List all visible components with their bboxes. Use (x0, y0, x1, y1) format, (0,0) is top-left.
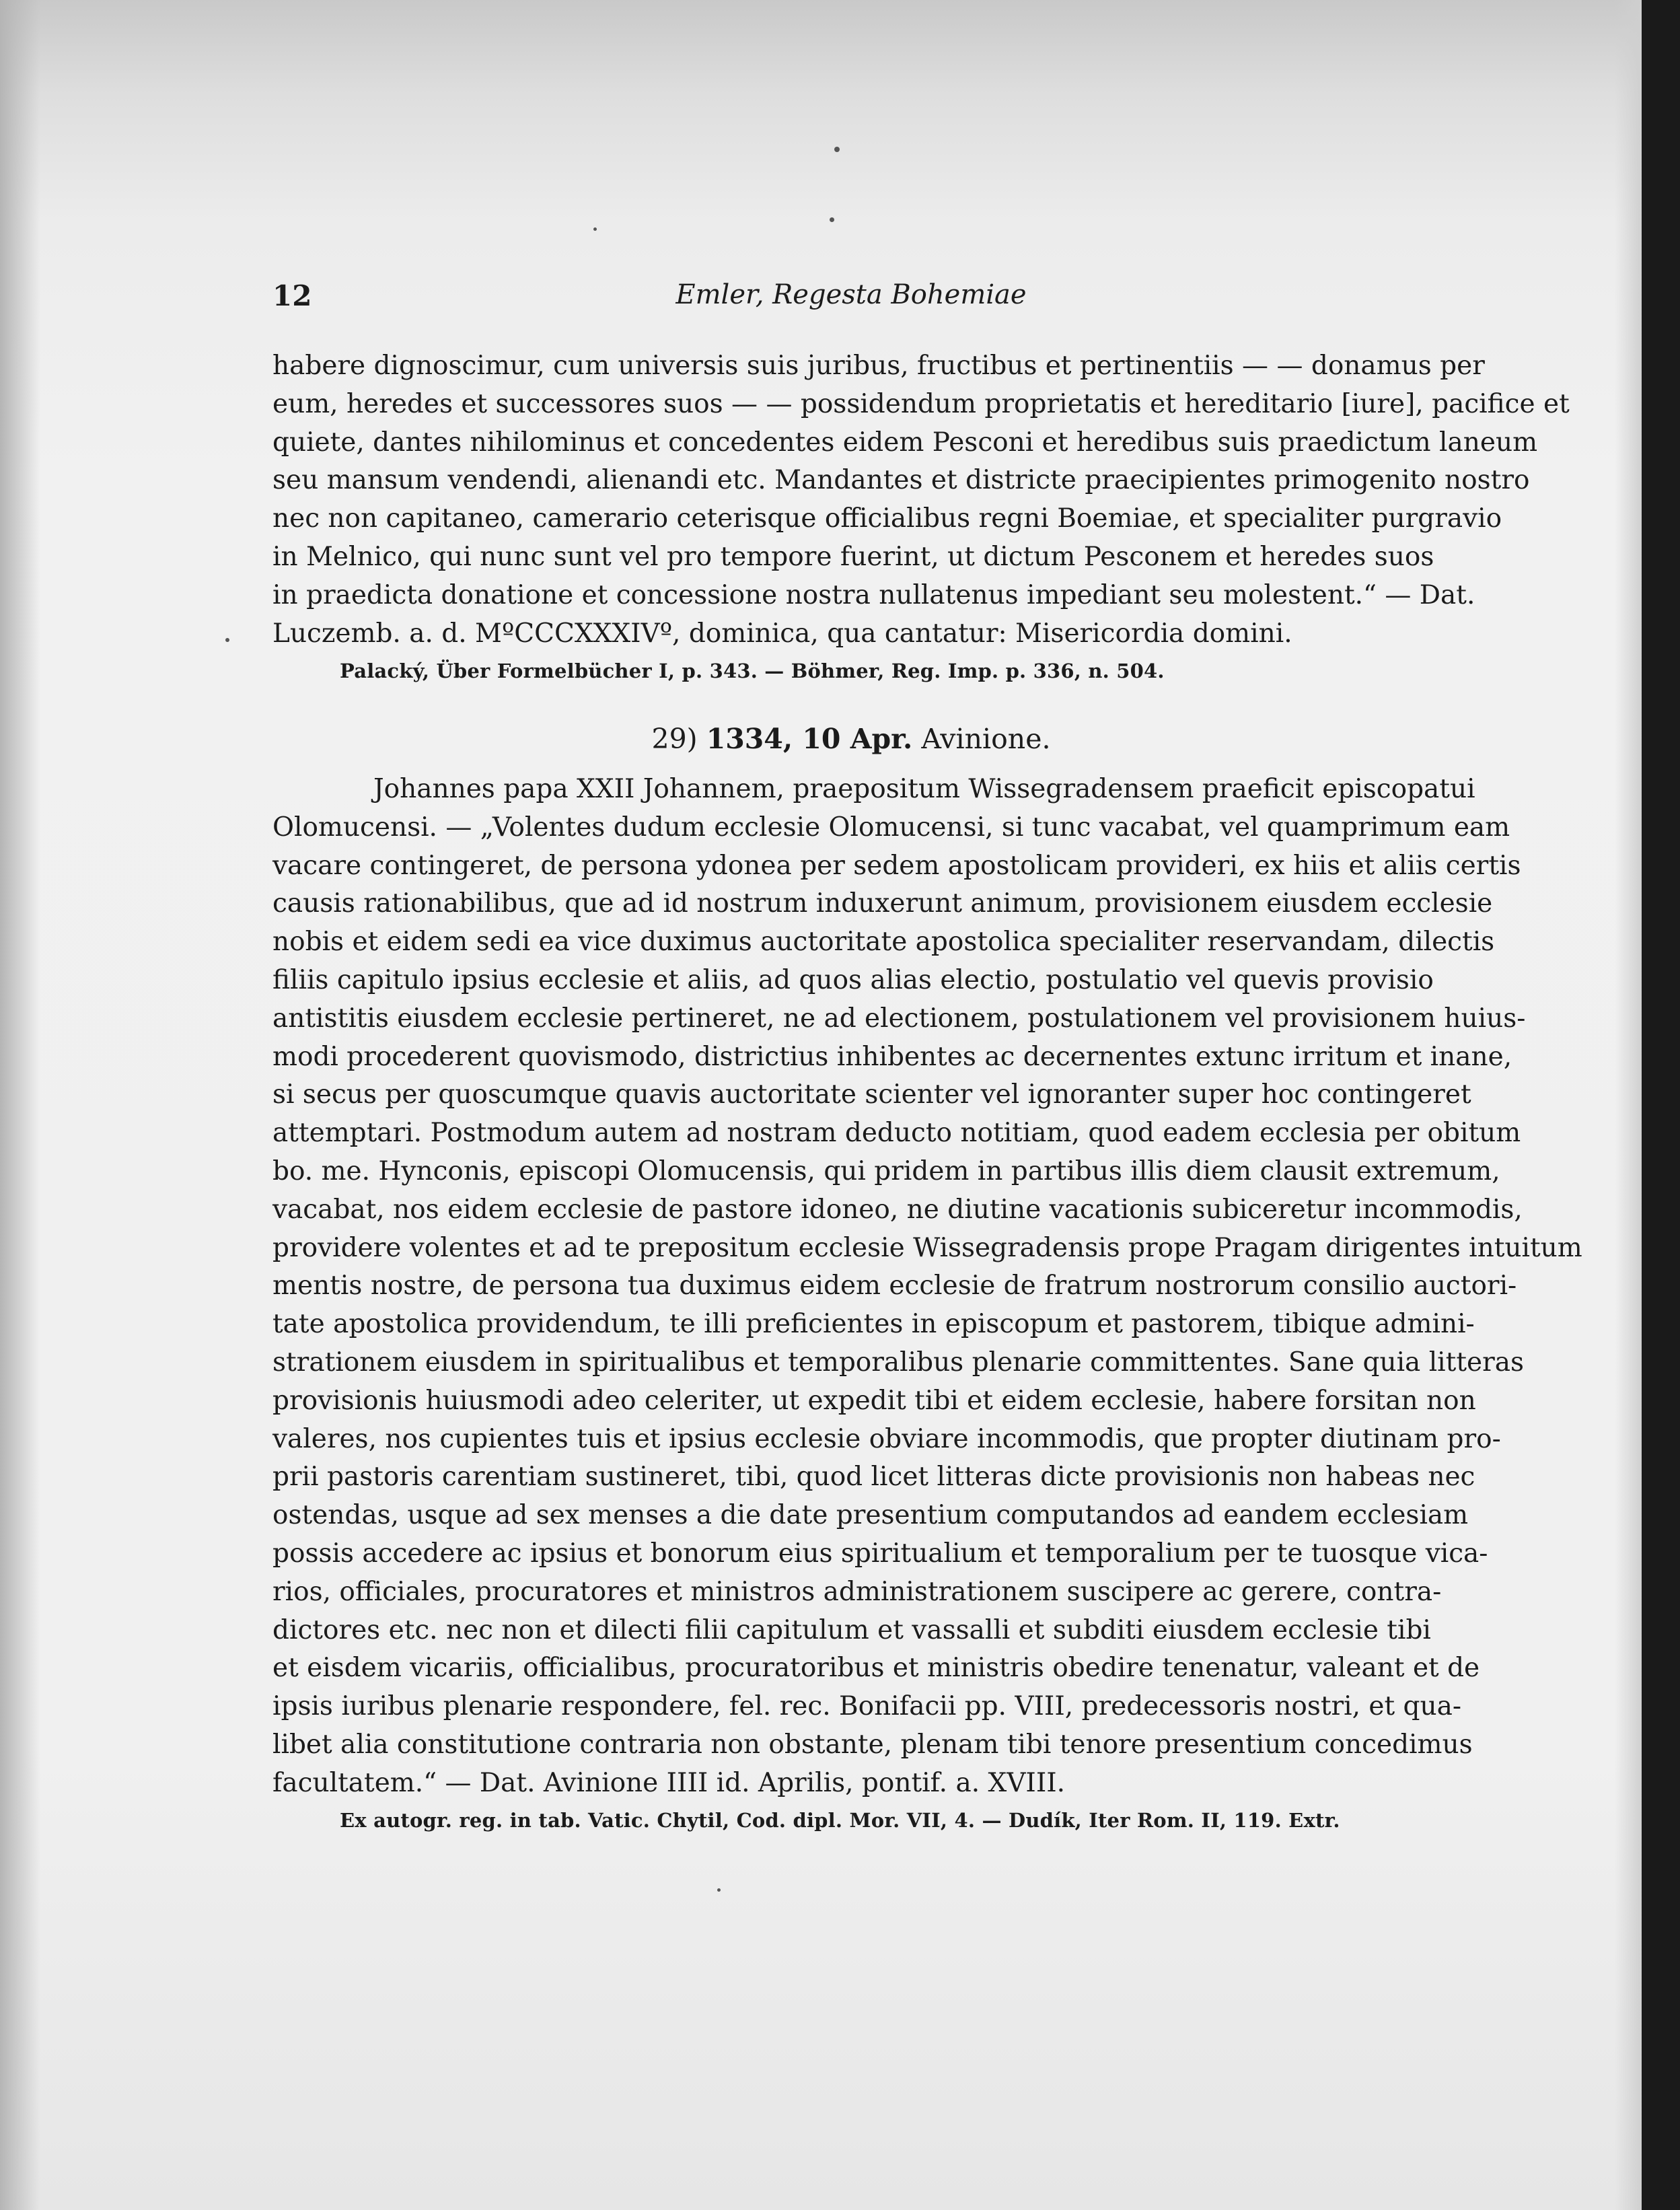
text-line: ostendas, usque ad sex menses a die date presentium computandos ad eandem ecclesiam (272, 1500, 1469, 1531)
text-line: Luczemb. a. d. MºCCCXXXIVº, dominica, qua cantatur: Misericordia domini. (272, 618, 1292, 649)
text-line: ipsis iuribus plenarie respondere, fel. rec. Bonifacii pp. VIII, predecessoris nostri, et qua- (272, 1691, 1462, 1722)
text-line: possis accedere ac ipsius et bonorum eius spiritualium et temporalium per te tuosque vica- (272, 1538, 1488, 1569)
text-line: seu mansum vendendi, alienandi etc. Mandantes et districte praecipientes primogenito nostro (272, 465, 1530, 496)
speck (225, 638, 229, 642)
page-shadow-right (1615, 0, 1642, 2210)
source-citation: Palacký, Über Formelbücher I, p. 343. — Böhmer, Reg. Imp. p. 336, n. 504. (340, 660, 1165, 682)
speck (593, 227, 597, 231)
entry-date: 1334, 10 Apr. (706, 723, 913, 755)
source-citation: Ex autogr. reg. in tab. Vatic. Chytil, Cod. dipl. Mor. VII, 4. — Dudík, Iter Rom. II, 119. Extr. (340, 1809, 1340, 1832)
speck (717, 1888, 721, 1892)
text-line: eum, heredes et successores suos — — possidendum proprietatis et hereditario [iure], pacifice et (272, 388, 1570, 419)
entry-text (272, 771, 1582, 1803)
text-line: providere volentes et ad te prepositum ecclesie Wissegradensis prope Pragam dirigentes intuitum (272, 1232, 1582, 1263)
text-line: tate apostolica providendum, te illi preficientes in episcopum et pastorem, tibique admini- (272, 1309, 1475, 1340)
page-shadow-left (0, 0, 40, 2210)
text-line: Olomucensi. — „Volentes dudum ecclesie Olomucensi, si tunc vacabat, vel quamprimum eam (272, 812, 1510, 843)
text-line: quiete, dantes nihilominus et concedentes eidem Pesconi et heredibus suis praedictum laneum (272, 427, 1538, 458)
previous-entry-text (272, 347, 1570, 653)
text-line: nec non capitaneo, camerario ceterisque officialibus regni Boemiae, et specialiter purgravio (272, 503, 1502, 534)
text-line: Johannes papa XXII Johannem, praepositum Wissegradensem praeficit episcopatui (373, 774, 1475, 804)
text-line: provisionis huiusmodi adeo celeriter, ut expedit tibi et eidem ecclesie, habere forsitan non (272, 1385, 1476, 1416)
text-line: antistitis eiusdem ecclesie pertineret, ne ad electionem, postulationem vel provisionem huius- (272, 1003, 1526, 1034)
entry-heading (272, 723, 1430, 755)
text-line: causis rationabilibus, que ad id nostrum induxerunt animum, provisionem eiusdem ecclesie (272, 888, 1493, 919)
speck (830, 217, 834, 222)
text-line: strationem eiusdem in spiritualibus et temporalibus plenarie committentes. Sane quia litteras (272, 1347, 1524, 1378)
text-line: bo. me. Hynconis, episcopi Olomucensis, qui pridem in partibus illis diem clausit extremum, (272, 1155, 1500, 1186)
text-line: valeres, nos cupientes tuis et ipsius ecclesie obviare incommodis, que propter diutinam pro- (272, 1423, 1501, 1454)
page-number: 12 (272, 279, 312, 312)
entry-number: 29) (651, 723, 698, 755)
text-line: facultatem.“ — Dat. Avinione IIII id. Aprilis, pontif. a. XVIII. (272, 1767, 1066, 1798)
text-line: rios, officiales, procuratores et ministros administrationem suscipere ac gerere, contra- (272, 1576, 1442, 1607)
page-header (272, 279, 1430, 320)
text-line: vacabat, nos eidem ecclesie de pastore idoneo, ne diutine vacationis subiceretur incommodis, (272, 1194, 1523, 1225)
text-line: dictores etc. nec non et dilecti filii capitulum et vassalli et subditi eiusdem ecclesie tibi (272, 1614, 1431, 1645)
text-line: prii pastoris carentiam sustineret, tibi, quod licet litteras dicte provisionis non habeas nec (272, 1462, 1475, 1493)
text-line: vacare contingeret, de persona ydonea per sedem apostolicam provideri, ex hiis et aliis certis (272, 850, 1521, 881)
running-title: Emler, Regesta Bohemiae (675, 279, 1027, 310)
text-line: attemptari. Postmodum autem ad nostram deducto notitiam, quod eadem ecclesia per obitum (272, 1118, 1521, 1149)
entry-place: Avinione. (921, 723, 1051, 755)
text-line: modi procederent quovismodo, districtius inhibentes ac decernentes extunc irritum et inane, (272, 1041, 1512, 1072)
text-line: libet alia constitutione contraria non obstante, plenam tibi tenore presentium concedimus (272, 1729, 1473, 1760)
text-line: filiis capitulo ipsius ecclesie et aliis, ad quos alias electio, postulatio vel quevis provisio (272, 964, 1434, 995)
text-line: et eisdem vicariis, officialibus, procuratoribus et ministris obedire tenenatur, valeant et de (272, 1653, 1480, 1684)
text-line: si secus per quoscumque quavis auctoritate scienter vel ignoranter super hoc contingeret (272, 1079, 1471, 1110)
text-line: in Melnico, qui nunc sunt vel pro tempore fuerint, ut dictum Pesconem et heredes suos (272, 541, 1434, 572)
speck (834, 147, 840, 152)
text-line: habere dignoscimur, cum universis suis juribus, fructibus et pertinentiis — — donamus per (272, 351, 1485, 381)
text-line: in praedicta donatione et concessione nostra nullatenus impediant seu molestent.“ — Dat. (272, 579, 1475, 610)
text-line: nobis et eidem sedi ea vice duximus auctoritate apostolica specialiter reservandam, dilectis (272, 927, 1495, 958)
text-line: mentis nostre, de persona tua duximus eidem ecclesie de fratrum nostrorum consilio auctori- (272, 1271, 1517, 1302)
